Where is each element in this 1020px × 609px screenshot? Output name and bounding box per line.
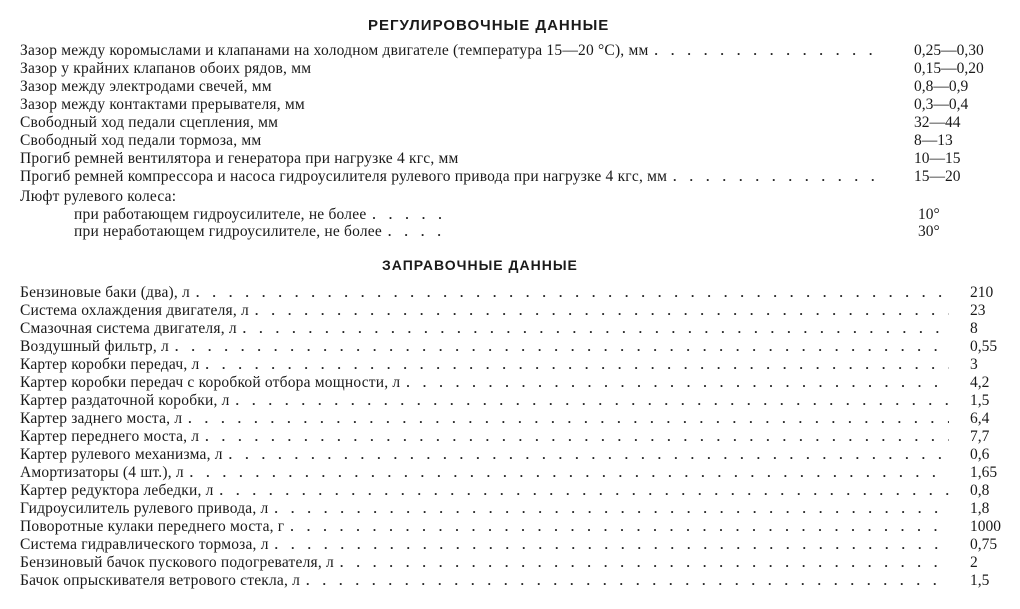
row-value: 0,55 xyxy=(970,338,998,355)
row-label: Воздушный фильтр, л xyxy=(20,338,169,355)
leader-dots xyxy=(673,168,884,186)
row-label: Бачок опрыскивателя ветрового стекла, л xyxy=(20,572,301,589)
leader-dots xyxy=(406,374,949,392)
row-value: 15—20 xyxy=(914,168,961,185)
row-label: Картер раздаточной коробки, л xyxy=(20,392,230,409)
row-value: 0,75 xyxy=(970,536,998,553)
fill-row xyxy=(20,446,990,464)
adjustment-row xyxy=(20,188,890,206)
row-label: Зазор у крайних клапанов обоих рядов, мм xyxy=(20,60,312,77)
leader-dots xyxy=(306,572,949,590)
adjustment-row xyxy=(20,42,984,60)
leader-dots xyxy=(220,482,949,500)
row-label: Картер переднего моста, л xyxy=(20,428,200,445)
fill-row xyxy=(20,464,998,482)
row-value: 7,7 xyxy=(970,428,990,445)
row-label: Картер заднего моста, л xyxy=(20,410,183,427)
fill-row xyxy=(20,410,990,428)
row-value: 8—13 xyxy=(914,132,953,149)
row-value: 1,65 xyxy=(970,464,998,481)
fill-row xyxy=(20,482,990,500)
leader-dots xyxy=(275,536,949,554)
leader-dots xyxy=(274,500,949,518)
fill-row xyxy=(20,518,1001,536)
row-label: при неработающем гидроусилителе, не более xyxy=(74,223,382,240)
row-value: 0,8 xyxy=(970,482,990,499)
row-label: при работающем гидроусилителе, не более xyxy=(74,206,367,223)
adjustment-row xyxy=(20,132,953,150)
row-value: 32—44 xyxy=(914,114,961,131)
row-label: Картер рулевого механизма, л xyxy=(20,446,223,463)
row-value: 10—15 xyxy=(914,150,961,167)
row-value: 0,15—0,20 xyxy=(914,60,984,77)
section-title-adjustment: РЕГУЛИРОВОЧНЫЕ ДАННЫЕ xyxy=(368,17,610,34)
row-label: Амортизаторы (4 шт.), л xyxy=(20,464,184,481)
fill-row xyxy=(20,500,990,518)
row-label: Поворотные кулаки переднего моста, г xyxy=(20,518,285,535)
fill-row xyxy=(20,320,978,338)
row-value: 1,8 xyxy=(970,500,990,517)
section-title-fill: ЗАПРАВОЧНЫЕ ДАННЫЕ xyxy=(382,257,578,273)
row-label: Свободный ход педали тормоза, мм xyxy=(20,132,262,149)
fill-row xyxy=(20,302,986,320)
leader-dots xyxy=(290,518,949,536)
row-value: 30° xyxy=(918,223,940,240)
row-value: 0,25—0,30 xyxy=(914,42,984,59)
row-value: 0,8—0,9 xyxy=(914,78,969,95)
leader-dots xyxy=(654,42,884,60)
row-value: 23 xyxy=(970,302,986,319)
row-value: 1000 xyxy=(970,518,1001,535)
leader-dots xyxy=(372,206,454,224)
row-value: 3 xyxy=(970,356,978,373)
row-value: 210 xyxy=(970,284,994,301)
row-label: Картер коробки передач с коробкой отбора мощности, л xyxy=(20,374,401,391)
leader-dots xyxy=(190,464,949,482)
row-value: 4,2 xyxy=(970,374,990,391)
leader-dots xyxy=(340,554,949,572)
fill-row xyxy=(20,284,994,302)
adjustment-row xyxy=(20,206,940,224)
fill-row xyxy=(20,338,998,356)
fill-row xyxy=(20,572,990,590)
leader-dots xyxy=(255,302,949,320)
leader-dots xyxy=(175,338,949,356)
adjustment-row xyxy=(20,78,969,96)
leader-dots xyxy=(229,446,949,464)
row-value: 8 xyxy=(970,320,978,337)
fill-row xyxy=(20,536,998,554)
row-label: Бензиновый бачок пускового подогревателя, л xyxy=(20,554,334,571)
leader-dots xyxy=(205,356,949,374)
leader-dots xyxy=(196,284,949,302)
leader-dots xyxy=(188,410,949,428)
row-label: Система охлаждения двигателя, л xyxy=(20,302,249,319)
adjustment-row xyxy=(20,114,961,132)
row-label: Прогиб ремней вентилятора и генератора при нагрузке 4 кгс, мм xyxy=(20,150,459,167)
row-label: Люфт рулевого колеса: xyxy=(20,188,177,205)
row-label: Прогиб ремней компрессора и насоса гидроусилителя рулевого привода при нагрузке 4 кгс, мм xyxy=(20,168,668,185)
row-value: 0,6 xyxy=(970,446,990,463)
leader-dots xyxy=(236,392,949,410)
row-label: Зазор между коромыслами и клапанами на холодном двигателе (температура 15—20 °С), мм xyxy=(20,42,649,59)
row-label: Зазор между электродами свечей, мм xyxy=(20,78,272,95)
row-label: Гидроусилитель рулевого привода, л xyxy=(20,500,269,517)
row-value: 10° xyxy=(918,206,940,223)
leader-dots xyxy=(388,223,454,241)
leader-dots xyxy=(205,428,949,446)
adjustment-row xyxy=(20,150,961,168)
fill-row xyxy=(20,554,978,572)
row-value: 1,5 xyxy=(970,572,990,589)
fill-row xyxy=(20,392,990,410)
row-value: 2 xyxy=(970,554,978,571)
row-label: Система гидравлического тормоза, л xyxy=(20,536,269,553)
row-value: 6,4 xyxy=(970,410,990,427)
fill-row xyxy=(20,374,990,392)
adjustment-row xyxy=(20,168,961,186)
row-label: Картер коробки передач, л xyxy=(20,356,200,373)
fill-row xyxy=(20,428,990,446)
row-label: Свободный ход педали сцепления, мм xyxy=(20,114,279,131)
leader-dots xyxy=(243,320,949,338)
adjustment-row xyxy=(20,96,969,114)
row-value: 1,5 xyxy=(970,392,990,409)
row-label: Картер редуктора лебедки, л xyxy=(20,482,214,499)
adjustment-row xyxy=(20,223,940,241)
row-label: Бензиновые баки (два), л xyxy=(20,284,190,301)
row-label: Зазор между контактами прерывателя, мм xyxy=(20,96,305,113)
row-label: Смазочная система двигателя, л xyxy=(20,320,237,337)
fill-row xyxy=(20,356,978,374)
row-value: 0,3—0,4 xyxy=(914,96,969,113)
adjustment-row xyxy=(20,60,984,78)
